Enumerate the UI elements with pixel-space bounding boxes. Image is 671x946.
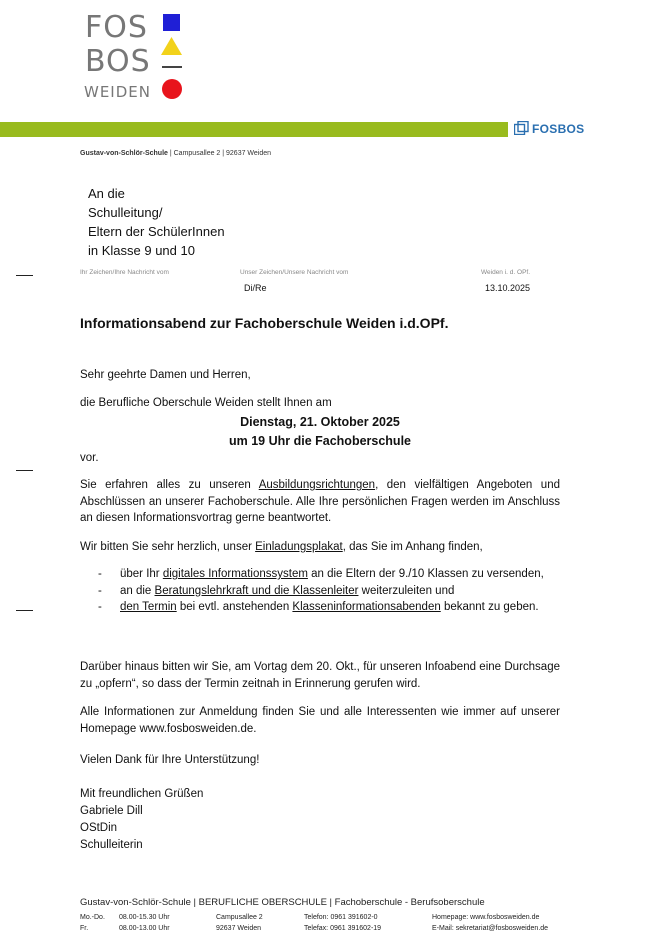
- logo-text-fos: FOS: [85, 10, 148, 45]
- link-klasseninformationsabenden[interactable]: Klasseninformationsabenden: [292, 601, 441, 613]
- reference-their-label: Ihr Zeichen/Ihre Nachricht vom: [80, 269, 169, 276]
- recipient-line: An die: [88, 186, 125, 201]
- link-beratungslehrkraft[interactable]: Beratungslehrkraft und die Klassenleiter: [154, 584, 359, 597]
- sender-address: | Campusallee 2 | 92637 Weiden: [169, 150, 272, 157]
- footer-hours-time: 08.00-13.00 Uhr: [119, 925, 170, 932]
- fosbos-badge: [514, 121, 584, 136]
- link-informationssystem[interactable]: digitales Informationssystem: [162, 568, 308, 580]
- request-list: [80, 566, 560, 616]
- reference-date-label: Weiden i. d. OPf.: [481, 269, 531, 276]
- paragraph-homepage: Alle Informationen zur Anmeldung finden Sie und alle Interessenten wie immer auf unserer Homepage www.fosbosweiden.de.: [80, 706, 560, 735]
- footer-homepage[interactable]: Homepage: www.fosbosweiden.de: [432, 914, 540, 921]
- signer-title: OStDin: [80, 822, 118, 834]
- sender-line: [80, 150, 271, 157]
- link-einladungsplakat[interactable]: Einladungsplakat: [255, 541, 343, 553]
- fosbos-squares-icon: [514, 121, 529, 135]
- footer-title: Gustav-von-Schlör-Schule | BERUFLICHE OBERSCHULE | Fachoberschule - Berufsoberschule: [80, 897, 485, 908]
- footer-hours-day: Mo.-Do.: [80, 914, 105, 921]
- signer-role: Schulleiterin: [80, 839, 143, 851]
- list-text: bei evtl. anstehenden: [176, 601, 293, 613]
- list-text: über Ihr: [120, 568, 163, 580]
- logo-text-bos: BOS: [85, 44, 151, 79]
- reference-date-value: 13.10.2025: [485, 283, 531, 293]
- recipient-line: Schulleitung/: [88, 205, 163, 220]
- sender-school: Gustav-von-Schlör-Schule: [80, 150, 168, 157]
- fold-mark: [16, 275, 33, 276]
- list-item: [80, 566, 560, 583]
- paragraph-programs-start: Sie erfahren alles zu unseren: [80, 479, 259, 491]
- list-item: [80, 599, 560, 616]
- logo-triangle-icon: [161, 37, 182, 55]
- logo-circle-icon: [162, 79, 182, 99]
- list-text: weiterzuleiten und: [358, 584, 455, 597]
- footer-hours-time: 08.00-15.30 Uhr: [119, 914, 170, 921]
- event-date: Dienstag, 21. Oktober 2025: [240, 415, 400, 429]
- letter-subject: Informationsabend zur Fachoberschule Weiden i.d.OPf.: [80, 315, 449, 331]
- footer-fax: Telefax: 0961 391602-19: [304, 925, 382, 932]
- list-text: an die: [120, 584, 155, 597]
- logo-text-weiden: WEIDEN: [84, 83, 151, 101]
- link-termin[interactable]: den Termin: [120, 601, 177, 613]
- fold-mark: [16, 470, 33, 471]
- paragraph-programs-end: , den vielfältigen Angeboten und Abschlüssen an unserer Fachoberschule. Alle Ihre persönlichen Fragen werden im Anschluss an diesen Informationsvortrag gerne beantwortet.: [80, 479, 560, 524]
- link-ausbildungsrichtungen[interactable]: Ausbildungsrichtungen: [258, 479, 376, 491]
- footer-street: Campusallee 2: [216, 914, 263, 921]
- salutation: Sehr geehrte Damen und Herren,: [80, 369, 251, 381]
- fosbos-badge-label: FOSBOS: [532, 122, 585, 136]
- footer-hours-day: Fr.: [80, 925, 89, 932]
- reference-our-label: Unser Zeichen/Unsere Nachricht vom: [240, 269, 349, 276]
- signer-name: Gabriele Dill: [80, 805, 143, 817]
- list-text: an die Eltern der 9./10 Klassen zu versenden,: [307, 568, 544, 580]
- paragraph-announcement: Darüber hinaus bitten wir Sie, am Vortag dem 20. Okt., für unseren Infoabend eine Durchsage zu „opfern“, so dass der Termin zeitnah in Erinnerung gerufen wird.: [80, 661, 560, 690]
- footer-email[interactable]: E-Mail: sekretariat@fosbosweiden.de: [432, 925, 549, 932]
- list-item: [80, 583, 560, 600]
- recipient-line: in Klasse 9 und 10: [88, 243, 195, 258]
- fold-mark: [16, 610, 33, 611]
- list-dash: -: [98, 568, 102, 580]
- paragraph-programs: [80, 477, 560, 527]
- closing: Mit freundlichen Grüßen: [80, 788, 204, 800]
- list-dash: -: [98, 601, 102, 613]
- intro-text: die Berufliche Oberschule Weiden stellt Ihnen am: [80, 397, 332, 409]
- reference-our-value: Di/Re: [244, 283, 267, 293]
- footer-phone: Telefon: 0961 391602-0: [304, 914, 378, 921]
- logo-square-icon: [163, 14, 180, 31]
- footer-city: 92637 Weiden: [216, 925, 262, 932]
- list-item-text: [120, 599, 560, 616]
- logo-line-icon: [162, 66, 182, 68]
- paragraph-request: [80, 539, 560, 556]
- paragraph-request-start: Wir bitten Sie sehr herzlich, unser: [80, 541, 256, 553]
- list-item-text: [120, 583, 560, 600]
- recipient-address: [88, 184, 225, 260]
- event-time: um 19 Uhr die Fachoberschule: [229, 434, 411, 448]
- intro-end: vor.: [80, 452, 99, 464]
- paragraph-request-end: , das Sie im Anhang finden,: [342, 541, 483, 553]
- thanks-text: Vielen Dank für Ihre Unterstützung!: [80, 754, 260, 766]
- recipient-line: Eltern der SchülerInnen: [88, 224, 225, 239]
- list-text: bekannt zu geben.: [440, 601, 539, 613]
- list-dash: -: [98, 584, 102, 597]
- list-item-text: [120, 566, 560, 583]
